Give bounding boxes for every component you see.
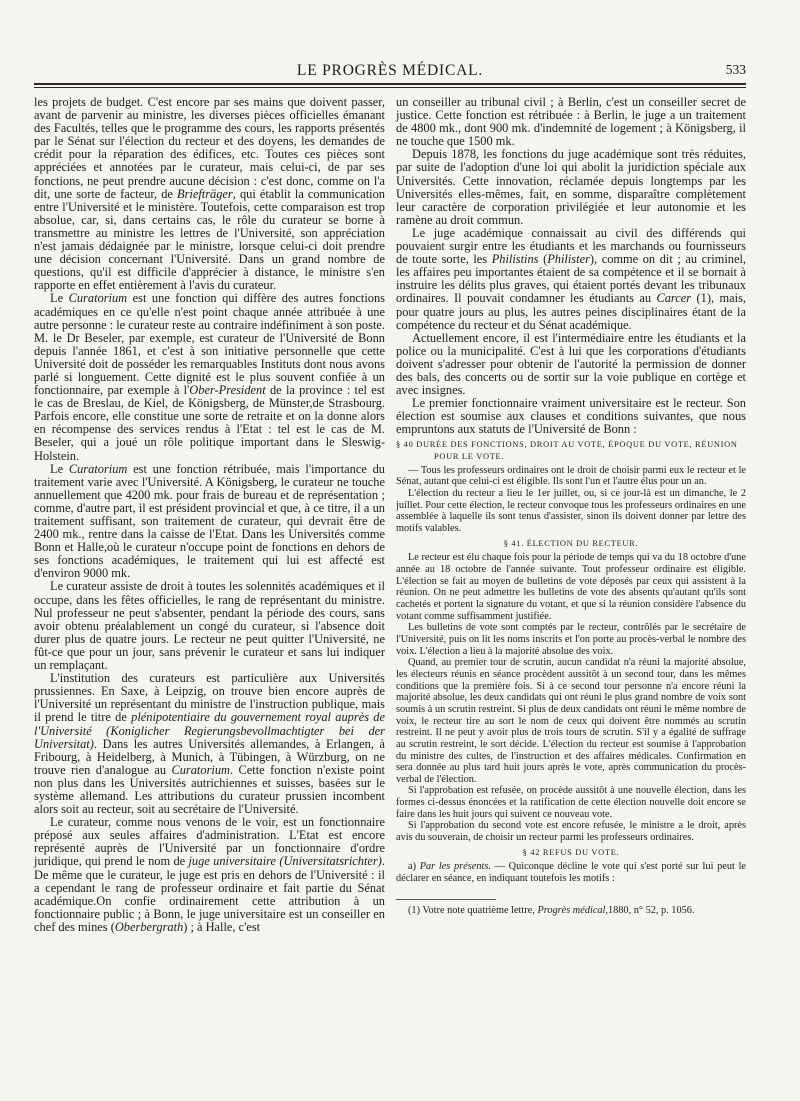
italic-term: Curatorium: [171, 762, 230, 777]
italic-term: Philister: [547, 252, 590, 267]
text: (1) Votre note quatrième lettre,: [408, 904, 538, 916]
paragraph: [396, 227, 746, 332]
text: , qui établit la communication entre l'Université et le ministère. Toutefois, cette comparaison est trop absolue, car, si, dans certains cas, le rôle du curateur se borne à transmettre au ministre les lettres de l'Université, son appréciation n'est jamais dédaignée par le ministre, lorsque celui-ci doit prendre une décision concernant l'Université. Dans un grand nombre de questions, qu'il est difficile d'apprécier à distance, le ministre s'en rapporte en effet entièrement à l'avis du curateur.: [34, 186, 385, 293]
header-rule-thin: [34, 87, 746, 88]
text: Le: [50, 461, 69, 476]
italic-term: Par les présents.: [419, 861, 491, 873]
paragraph: [34, 463, 385, 581]
text: est une fonction rétribuée, mais l'importance du traitement varie avec l'Université. A Königsberg, le curateur ne touche annuellement que 4200 mk. pour frais de bureau et de représentation ; comme, d'autre part, il est président provincial et que, à ce titre, il a un traitement suffisant, son traitement de curateur, qui devrait être de 2400 mk., rentre dans la caisse de l'Etat. Dans les Universités comme Bonn et Halle,où le curateur n'occupe point de fonctions en dehors de ses fonctions académiques, le traitement qui lui est affecté est d'environ 9000 mk.: [34, 461, 385, 581]
page-number: 533: [725, 62, 746, 77]
italic-term: Curatorium: [68, 291, 128, 306]
italic-term: Carcer: [656, 291, 692, 306]
journal-title: LE PROGRÈS MÉDICAL.: [296, 62, 484, 79]
statute-paragraph: [396, 861, 746, 884]
paragraph: Depuis 1878, les fonctions du juge académique sont très réduites, par suite de l'adoption d'une loi qui abolit la juridiction spéciale aux Universités. Cette innovation, réclamée depuis longtemps par les Universités elles-mêmes, fait, en somme, disparaître complètement leur caractère de corporation privilégiée et leur autonomie et les ramène au droit commun.: [396, 147, 746, 227]
paragraph: [34, 96, 385, 292]
statute-paragraph: — Tous les professeurs ordinaires ont le droit de choisir parmi eux le recteur et le Sénat, autant que celui-ci est éligible. Ils sont l'un et l'autre élus pour un an.: [396, 464, 746, 488]
text: . De même que le curateur, le juge est pris en dehors de l'Université : il a cependant le rang de professeur ordinaire et fait partie du Sénat académique.On confie ordinairement cette attribution à un fonctionnaire public ; à Bonn, le juge universitaire est un conseiller en chef des mines (: [34, 854, 385, 934]
paragraph: [34, 816, 385, 934]
statute-paragraph: Si l'approbation est refusée, on procède aussitôt à une nouvelle élection, dans les formes ci-dessus énoncées et la ratification de cette élection nouvelle doit encore se faire dans les huit jours qui suivent ce nouveau vote.: [396, 785, 746, 820]
paragraph: Le premier fonctionnaire vraiment universitaire est le recteur. Son élection est soumise aux clauses et conditions suivantes, que nous empruntons aux statuts de l'Université de Bonn :: [396, 396, 746, 437]
text: Le: [50, 291, 69, 306]
paragraph: un conseiller au tribunal civil ; à Berlin, c'est un conseiller secret de justice. Cette fonction est rétribuée : à Berlin, le juge a un traitement de 4800 mk., dont 900 mk. d'indemnité de logement ; à Königsberg, il ne touche que 1500 mk.: [396, 95, 746, 149]
text: ), comme on dit ; au criminel, les affaires peu importantes étaient de sa compétence et il se bornait à instruire les délits plus graves, qui étaient portés devant les tribunaux ordinaires. Il pouvait condamner les étudiants au: [396, 252, 746, 306]
text: . Cette fonction n'existe point non plus dans les Universités autrichiennes et suisses, basées sur le système allemand. Les attributions du curateur prussien incombent alors soit au recteur, soit au secrétaire de l'Université.: [34, 762, 386, 817]
text: est une fonction qui diffère des autres fonctions académiques en ce qu'elle n'est point chaque année attribuée à une autre personne : le curateur reste au contraire indéfiniment à son poste. M. le Dr Beseler, par exemple, est curateur de l'Université de Bonn depuis l'année 1861, et c'est à son initiative personnelle que cette Université doit de posséder les remarquables Instituts dont nous avons parlé si longuement. Cette dignité est le plus souvent confiée à un fonctionnaire, par exemple à l': [34, 291, 385, 398]
paragraph: [34, 672, 385, 816]
italic-term: Philistins: [491, 252, 539, 267]
text: . Dans les autres Universités allemandes, à Erlangen, à Fribourg, à Heidelberg, à Munich, à Tübingen, à Würzburg, on ne trouve rien d'analogue au: [34, 736, 385, 777]
footnote: [396, 905, 746, 918]
text: L'institution des curateurs est particulière aux Universités prussiennes. En Saxe, à Leipzig, on trouve bien encore auprès de l'Université un représentant du ministre de l'instruction publique, mais il prend le titre de: [34, 671, 385, 725]
italic-term: plénipotentiaire du gouvernement royal auprès de l'Université (Koniglicher Regierungsbevollmachtigter bei der Universitat): [34, 710, 385, 751]
section-heading-41: § 41. ÉLECTION DU RECTEUR.: [503, 538, 639, 548]
italic-term: Ober-President: [189, 383, 266, 398]
text: Le juge académique connaissait au civil des différends qui pouvaient surgir entre les étudiants et les marchands ou fournisseurs de toute sorte, les: [396, 225, 746, 267]
text: ,1880, n° 52, p. 1056.: [605, 904, 695, 916]
statute-paragraph: L'élection du recteur a lieu le 1er juillet, ou, si ce jour-là est un dimanche, le 2 juillet. Pour cette élection, le recteur convoque tous les professeurs ordinaires en une assemblée à laquelle ils sont tenus d'assister, sinon ils doivent donner par lettre des motifs valables.: [396, 488, 746, 535]
statute-paragraph: Quand, au premier tour de scrutin, aucun candidat n'a réuni la majorité absolue, les électeurs réunis en séance procèdent aussitôt à un second tour, dans les mêmes conditions que la première fois. Si à ce second tour personne n'a encore réuni la majorité absolue, les deux candidats qui ont réuni le plus grand nombre de voix sont soumis à un scrutin restreint. Si plus de deux candidats ont réuni le même nombre de voix, le recteur tire au sort le nom de ceux qui doivent être nommés au scrutin restreint. Il ne peut y avoir plus de trois tours de scrutin. S'il y a égalité de suffrage au scrutin restreint, le sort décide. L'élection du recteur est soumise à l'approbation du ministre des cultes, de l'instruction et des affaires médicales. Confirmation en sera donnée au plus tard huit jours après le vote, après communication du procès-verbal de l'élection.: [396, 657, 746, 785]
italic-term: Progrès médical: [537, 904, 606, 916]
text: (1), mais, pour quatre jours au plus, les autres peines disciplinaires étant de la compétence du recteur et du Sénat académique.: [396, 291, 746, 332]
paragraph: Le curateur assiste de droit à toutes les solennités académiques et il occupe, dans les fêtes officielles, le rang de représentant du ministre. Nul professeur ne peut s'absenter, pendant la période des cours, sans avoir obtenu préalablement un congé du curateur, si l'absence doit durer plus de quatre jours. Le recteur ne peut quitter l'Université, ne fût-ce que pour un jour, sans prévenir le curateur et sans lui indiquer un remplaçant.: [34, 579, 385, 673]
header-rule-thick: [34, 83, 746, 85]
text: Le curateur, comme nous venons de le voir, est un fonctionnaire préposé aux seules affaires d'administration. L'Etat est encore représenté auprès de l'Université par un fonctionnaire d'ordre juridique, qui prend le nom de: [34, 815, 385, 869]
left-column: [34, 96, 385, 934]
statute-paragraph: Les bulletins de vote sont comptés par le recteur, contrôlés par le secrétaire de l'Université, puis on lit les noms inscrits et l'on porte au procès-verbal le nombre des voix. L'élection a lieu à la majorité absolue des voix.: [396, 622, 746, 657]
text: de la province : tel est le cas de Breslau, de Kiel, de Königsberg, de Münster,de Strasbourg. Parfois encore, elle constitue une sorte de retraite et on la donne alors en récompense des services rendus à l'Etat : tel est le cas de M. Beseler, qui a joué un rôle politique important dans le Sleswig-Holstein.: [34, 383, 385, 463]
footnote-rule: [396, 899, 496, 900]
italic-term: Curatorium: [68, 461, 128, 476]
running-head: [34, 62, 746, 82]
text: — Quiconque décline le vote qui s'est porté sur lui peut le déclarer en séance, en indiquant toutefois les motifs :: [396, 861, 747, 885]
italic-term: Briefträger: [177, 186, 233, 201]
italic-term: juge universitaire (Universitatsrichter): [188, 854, 382, 869]
paragraph: [34, 292, 385, 462]
text: ) ; à Halle, c'est: [183, 919, 261, 934]
paragraph: Actuellement encore, il est l'intermédiaire entre les étudiants et la police ou la municipalité. C'est à lui que les corporations d'étudiants doivent s'adresser pour obtenir de l'autorité la permission de donner des bals, des concerts ou de sortir sur la voie publique en cortège et avec insignes.: [396, 330, 746, 398]
section-heading-42: § 42 REFUS DU VOTE.: [522, 847, 620, 857]
statute-paragraph: Le recteur est élu chaque fois pour la période de temps qui va du 18 octobre d'une année au 18 octobre de l'année suivante. Tout professeur ordinaire est éligible. L'élection se fait au moyen de bulletins de vote déposés par ceux qui assistent à la réunion. On ne peut admettre les bulletins de vote des absents qu'autant qu'ils sont cachetés et portent la signature du votant, et que si la réunion considère l'absence du votant comme suffisamment justifiée.: [396, 552, 746, 622]
text: (: [538, 252, 548, 267]
right-column: [396, 96, 746, 918]
italic-term: Oberbergrath: [114, 919, 184, 934]
text: les projets de budget. C'est encore par ses mains que doivent passer, avant de parvenir au ministre, les diverses pièces officielles émanant des Facultés, telles que le programme des cours, les rapports présentés par le Sénat sur l'élection du recteur et des doyens, les demandes de crédit pour la réparation des édifices, etc. Toutes ces pièces sont appréciées et annotées par le curateur, mais celui-ci, de par ses fonctions, ne peut prendre aucune décision : c'est donc, comme on l'a dit, une sorte de facteur, de: [34, 95, 385, 201]
text: a): [408, 861, 420, 873]
statutes-excerpt: [396, 439, 746, 884]
section-heading-40: § 40 DURÉE DES FONCTIONS, DROIT AU VOTE, ÉPOQUE DU VOTE, RÉUNION POUR LE VOTE.: [396, 440, 738, 462]
statute-paragraph: Si l'approbation du second vote est encore refusée, le ministre a le droit, après avis du souverain, de choisir un recteur parmi les professeurs ordinaires.: [396, 820, 746, 844]
